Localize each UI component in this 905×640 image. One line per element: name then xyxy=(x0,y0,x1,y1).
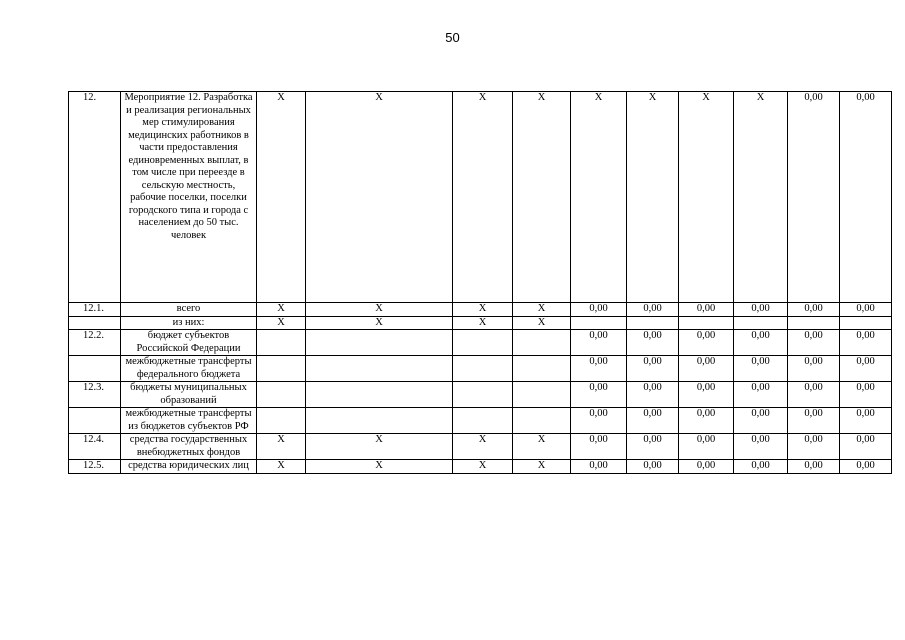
value-cell xyxy=(306,382,453,408)
value-cell: X xyxy=(513,92,571,303)
page-number: 50 xyxy=(445,30,460,45)
value-cell: 0,00 xyxy=(840,460,892,474)
value-cell xyxy=(257,382,306,408)
value-cell: 0,00 xyxy=(788,303,840,317)
value-cell: X xyxy=(513,460,571,474)
value-cell: X xyxy=(257,434,306,460)
value-cell xyxy=(679,316,734,330)
value-cell: 0,00 xyxy=(788,460,840,474)
value-cell xyxy=(734,316,788,330)
value-cell xyxy=(257,408,306,434)
value-cell: 0,00 xyxy=(734,434,788,460)
value-cell xyxy=(453,408,513,434)
row-name-cell: средства юридических лиц xyxy=(121,460,257,474)
row-name-cell: межбюджетные трансферты федерального бюджета xyxy=(121,356,257,382)
value-cell: 0,00 xyxy=(679,330,734,356)
value-cell xyxy=(627,316,679,330)
value-cell: 0,00 xyxy=(571,330,627,356)
table-row xyxy=(69,460,892,474)
table-row xyxy=(69,316,892,330)
value-cell xyxy=(571,316,627,330)
value-cell: 0,00 xyxy=(734,460,788,474)
value-cell: X xyxy=(627,92,679,303)
value-cell xyxy=(257,330,306,356)
value-cell xyxy=(513,382,571,408)
value-cell xyxy=(453,382,513,408)
table-row xyxy=(69,356,892,382)
value-cell: X xyxy=(453,316,513,330)
value-cell xyxy=(306,408,453,434)
row-number-cell xyxy=(69,316,121,330)
value-cell: X xyxy=(453,434,513,460)
value-cell: X xyxy=(453,460,513,474)
value-cell xyxy=(453,330,513,356)
budget-table xyxy=(68,91,892,474)
row-name-cell: Мероприятие 12. Разработка и реализация региональных мер стимулирования медицинских работников в части предоставления единовременных выплат, в том числе при переезде в сельскую местность, рабочие поселки, поселки городского типа и города с населением до 50 тыс. человек xyxy=(121,92,257,303)
value-cell xyxy=(306,356,453,382)
value-cell xyxy=(840,316,892,330)
value-cell: 0,00 xyxy=(571,303,627,317)
value-cell: 0,00 xyxy=(840,382,892,408)
table-row xyxy=(69,434,892,460)
value-cell: 0,00 xyxy=(627,434,679,460)
value-cell: 0,00 xyxy=(627,408,679,434)
row-number-cell: 12.1. xyxy=(69,303,121,317)
table-row xyxy=(69,303,892,317)
value-cell: X xyxy=(571,92,627,303)
row-number-cell: 12.5. xyxy=(69,460,121,474)
value-cell: 0,00 xyxy=(840,330,892,356)
value-cell: 0,00 xyxy=(788,92,840,303)
value-cell: 0,00 xyxy=(840,408,892,434)
value-cell: 0,00 xyxy=(679,434,734,460)
row-number-cell: 12.3. xyxy=(69,382,121,408)
table-row xyxy=(69,330,892,356)
table-body xyxy=(69,92,892,474)
value-cell: 0,00 xyxy=(734,330,788,356)
value-cell: X xyxy=(306,92,453,303)
value-cell: 0,00 xyxy=(627,356,679,382)
value-cell: X xyxy=(734,92,788,303)
row-number-cell: 12. xyxy=(69,92,121,303)
row-name-cell: бюджет субъектов Российской Федерации xyxy=(121,330,257,356)
value-cell: X xyxy=(513,316,571,330)
row-number-cell xyxy=(69,356,121,382)
value-cell: 0,00 xyxy=(734,356,788,382)
value-cell: X xyxy=(679,92,734,303)
value-cell: 0,00 xyxy=(627,330,679,356)
value-cell: 0,00 xyxy=(788,434,840,460)
value-cell: X xyxy=(257,303,306,317)
value-cell: 0,00 xyxy=(679,356,734,382)
value-cell xyxy=(513,356,571,382)
row-name-cell: бюджеты муниципальных образований xyxy=(121,382,257,408)
value-cell: 0,00 xyxy=(571,356,627,382)
value-cell: 0,00 xyxy=(788,356,840,382)
row-name-cell: средства государственных внебюджетных фондов xyxy=(121,434,257,460)
value-cell: 0,00 xyxy=(679,382,734,408)
value-cell: X xyxy=(257,316,306,330)
value-cell: 0,00 xyxy=(571,434,627,460)
value-cell: 0,00 xyxy=(571,460,627,474)
value-cell: X xyxy=(257,92,306,303)
value-cell: X xyxy=(453,92,513,303)
value-cell: X xyxy=(513,303,571,317)
value-cell: 0,00 xyxy=(734,382,788,408)
value-cell xyxy=(306,330,453,356)
value-cell: 0,00 xyxy=(679,408,734,434)
value-cell: X xyxy=(257,460,306,474)
row-number-cell: 12.4. xyxy=(69,434,121,460)
value-cell: 0,00 xyxy=(840,356,892,382)
value-cell: 0,00 xyxy=(571,408,627,434)
value-cell: 0,00 xyxy=(840,434,892,460)
value-cell: X xyxy=(306,316,453,330)
value-cell: 0,00 xyxy=(734,303,788,317)
value-cell: 0,00 xyxy=(840,303,892,317)
row-name-cell: межбюджетные трансферты из бюджетов субъектов РФ xyxy=(121,408,257,434)
value-cell: 0,00 xyxy=(679,460,734,474)
value-cell: 0,00 xyxy=(734,408,788,434)
row-name-cell: всего xyxy=(121,303,257,317)
value-cell: X xyxy=(513,434,571,460)
value-cell: 0,00 xyxy=(571,382,627,408)
value-cell: 0,00 xyxy=(788,408,840,434)
value-cell xyxy=(788,316,840,330)
value-cell xyxy=(513,408,571,434)
value-cell: 0,00 xyxy=(788,330,840,356)
row-number-cell xyxy=(69,408,121,434)
value-cell: X xyxy=(306,434,453,460)
value-cell: X xyxy=(453,303,513,317)
value-cell: 0,00 xyxy=(679,303,734,317)
value-cell xyxy=(453,356,513,382)
value-cell: 0,00 xyxy=(627,382,679,408)
value-cell: X xyxy=(306,460,453,474)
table-row xyxy=(69,382,892,408)
row-number-cell: 12.2. xyxy=(69,330,121,356)
value-cell: 0,00 xyxy=(840,92,892,303)
value-cell xyxy=(513,330,571,356)
value-cell: X xyxy=(306,303,453,317)
value-cell: 0,00 xyxy=(627,460,679,474)
table-row xyxy=(69,408,892,434)
table-row xyxy=(69,92,892,303)
row-name-cell: из них: xyxy=(121,316,257,330)
value-cell xyxy=(257,356,306,382)
value-cell: 0,00 xyxy=(627,303,679,317)
value-cell: 0,00 xyxy=(788,382,840,408)
